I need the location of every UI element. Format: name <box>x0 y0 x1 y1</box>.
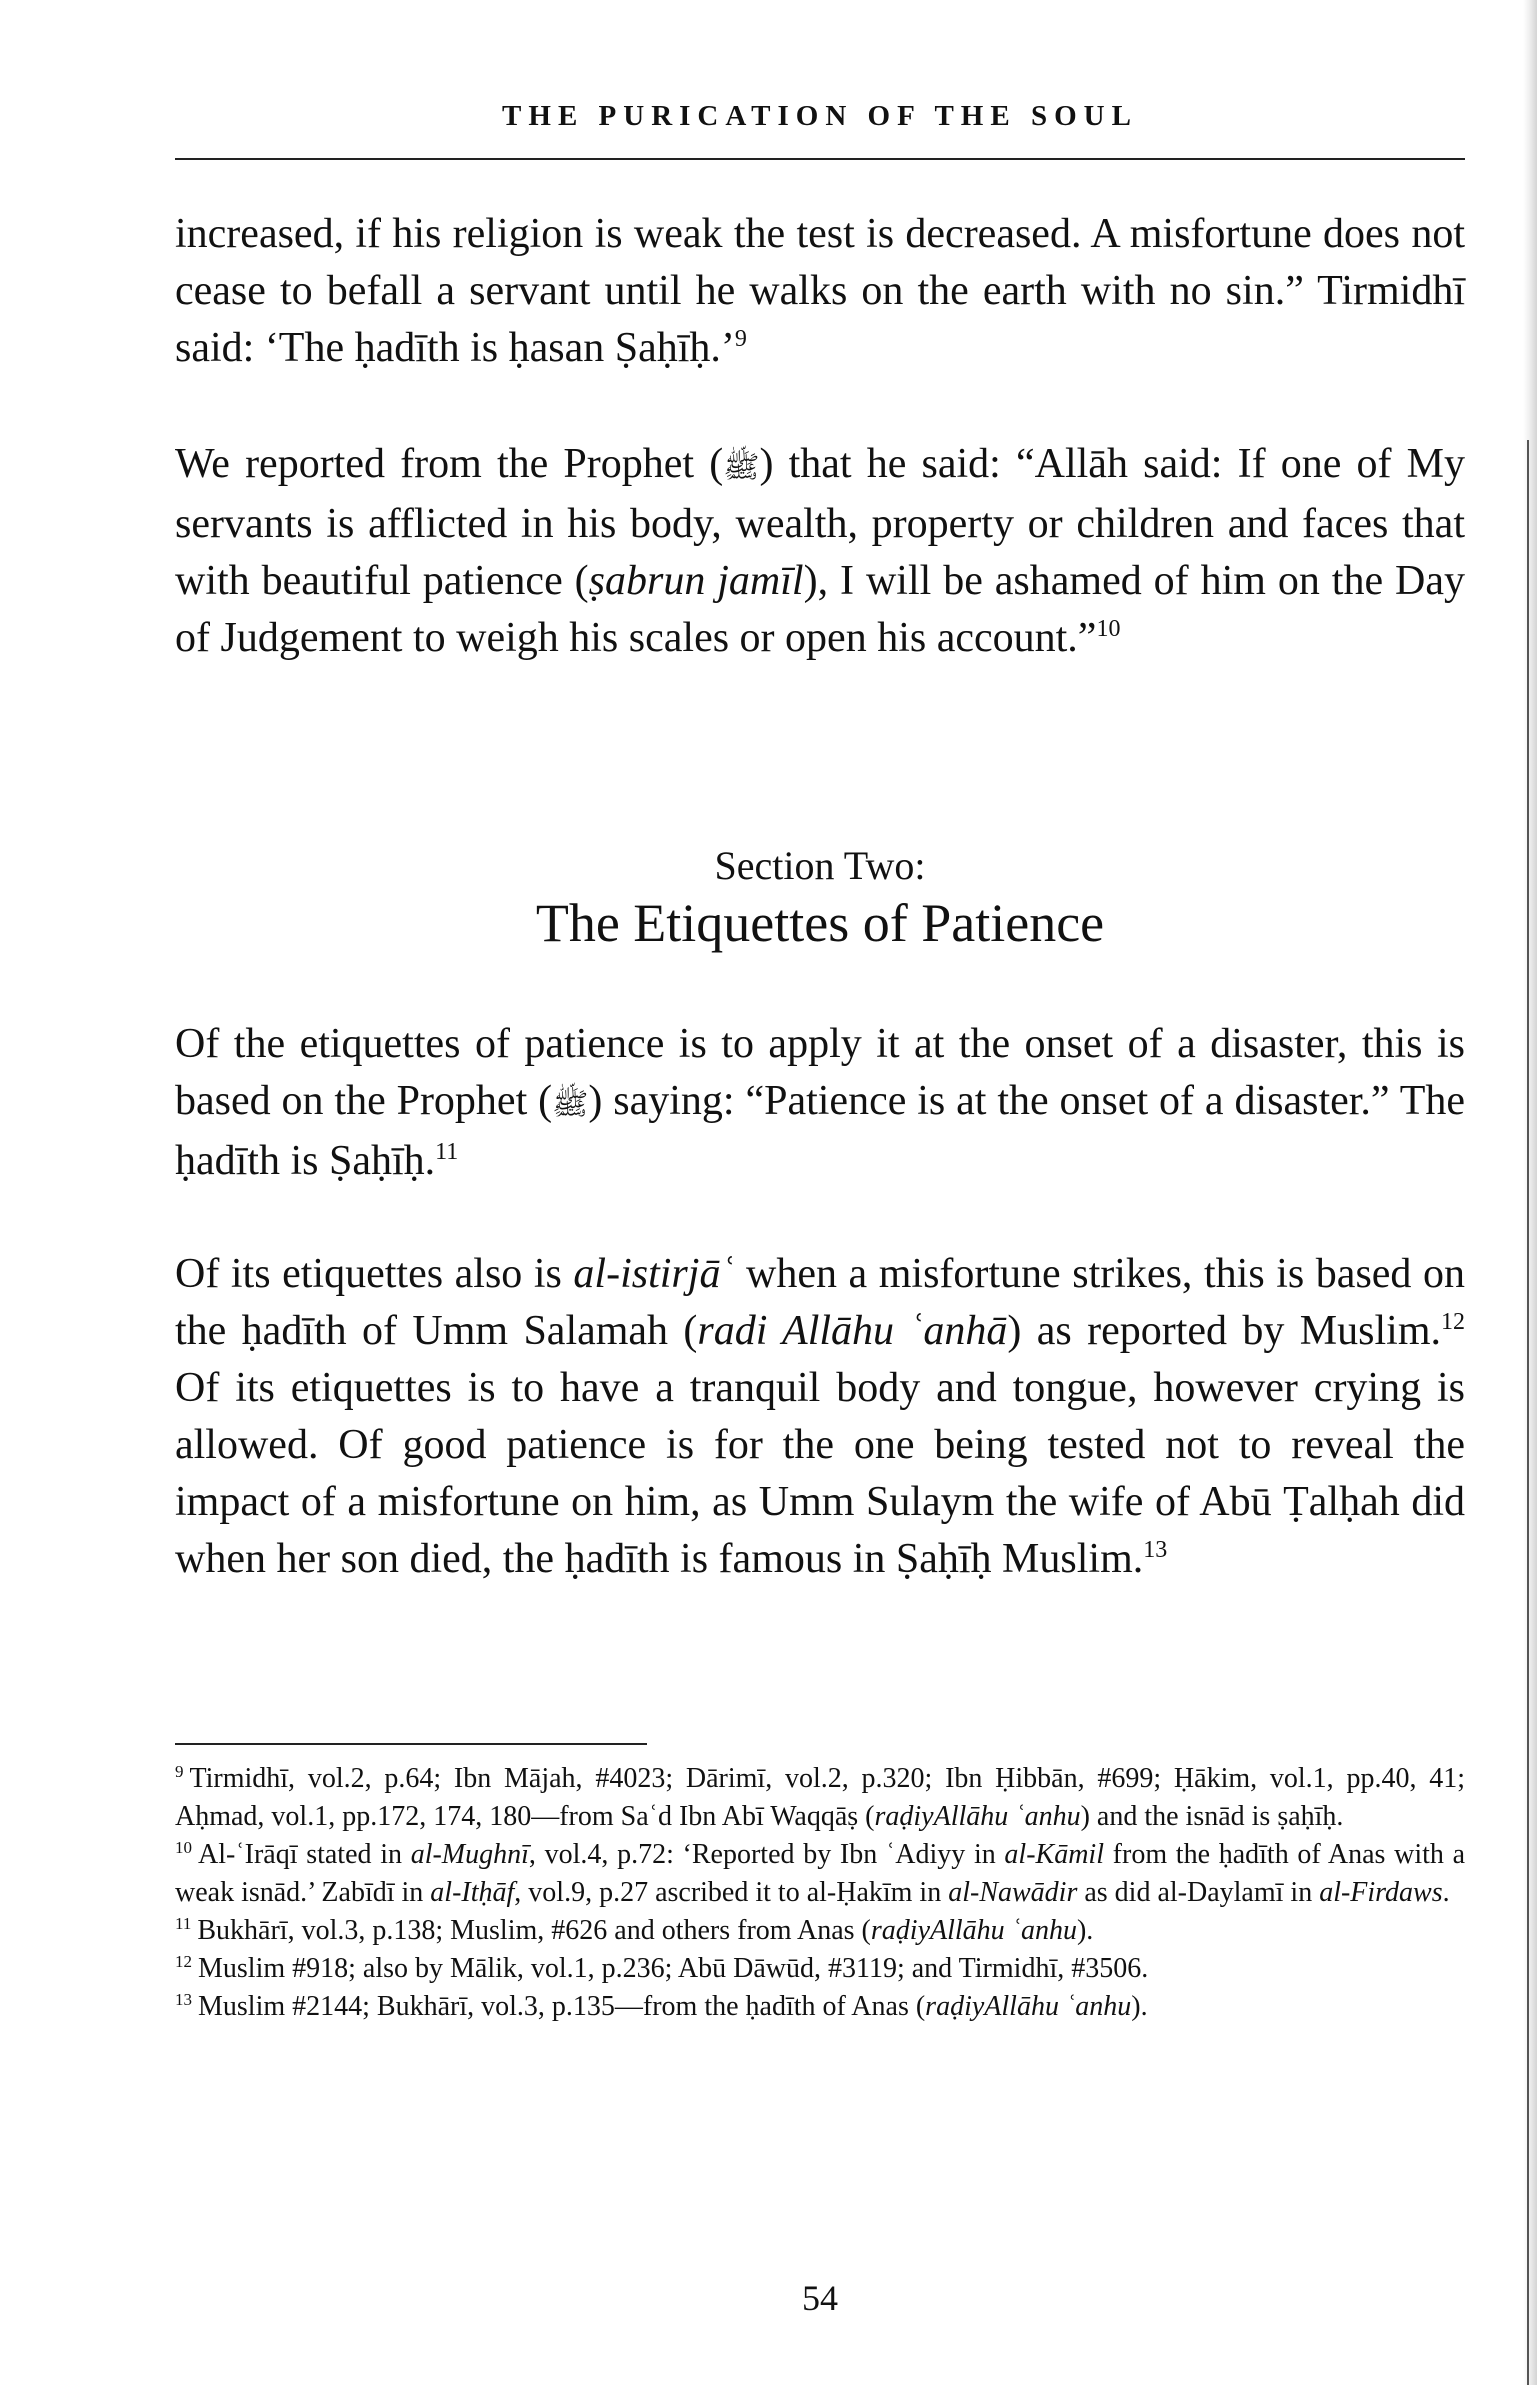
footnote-rule <box>175 1743 647 1745</box>
salutation-glyph: ﷺ <box>723 451 760 484</box>
paragraph-4 <box>175 1246 1465 1588</box>
footnote-number: 12 <box>175 1951 192 1971</box>
paragraph-3 <box>175 1016 1465 1190</box>
footnote-text: Tirmidhī, vol.2, p.64; Ibn Mājah, #4023; Dārimī, vol.2, p.320; Ibn Ḥibbān, #699; Ḥākim, vol.1, pp.40, 41; Aḥmad, vol.1, pp.172, 174, 180—from Saʿd Ibn Abī Waqqāṣ ( <box>175 1763 1465 1832</box>
paragraph-4-text-a: Of its etiquettes also is <box>175 1251 574 1297</box>
binding-edge-line <box>1527 440 1529 2385</box>
footnote-10 <box>175 1836 1465 1912</box>
footnote-italic: raḍiyAllāhu ʿanhu <box>870 1915 1077 1946</box>
section-title: The Etiquettes of Patience <box>535 893 1105 953</box>
paragraph-2-italic: ṣabrun jamīl <box>588 558 804 604</box>
running-head: THE PURICATION OF THE SOUL <box>502 100 1138 132</box>
paragraph-4-text-c: ) as reported by Muslim. <box>1007 1308 1441 1354</box>
paragraph-2-text-a: We reported from the Prophet ( <box>175 441 724 487</box>
footnote-number: 9 <box>175 1761 184 1781</box>
footnote-13 <box>175 1988 1465 2026</box>
footnote-text: from the ḥadīth of Anas with a weak isnād.’ Zabīdī in <box>175 1839 1466 1908</box>
footnote-text: Muslim #918; also by Mālik, vol.1, p.236; Abū Dāwūd, #3119; and Tirmidhī, #3506. <box>198 1953 1149 1984</box>
page-number: 54 <box>802 2278 838 2318</box>
footnote-ref-10[interactable]: 10 <box>1096 616 1121 642</box>
footnote-text: Muslim #2144; Bukhārī, vol.3, p.135—from the ḥadīth of Anas ( <box>198 1991 926 2022</box>
paragraph-1-text: increased, if his religion is weak the test is decreased. A misfortune does not cease to befall a servant until he walks on the earth with no sin.” Tirmidhī said: ‘The ḥadīth is ḥasan Ṣaḥīḥ.’ <box>175 211 1465 371</box>
footnote-italic: raḍiyAllāhu ʿanhu <box>925 1991 1132 2022</box>
paragraph-3-text-b: ) saying: “Patience is at the onset of a disaster.” The ḥadīth is Ṣaḥīḥ. <box>175 1078 1465 1184</box>
paragraph-4-italic-b: radi Allāhu ʿanhā <box>697 1308 1008 1354</box>
salutation-glyph: ﷺ <box>552 1088 589 1121</box>
footnote-italic: al-Firdaws <box>1319 1877 1443 1908</box>
page-edge-shadow <box>1523 0 1537 2385</box>
footnote-12 <box>175 1950 1465 1988</box>
footnote-italic: al-Itḥāf <box>430 1877 515 1908</box>
footnote-text: ) and the isnād is ṣaḥīḥ. <box>1080 1801 1344 1832</box>
footnote-italic: raḍiyAllāhu ʿanhu <box>874 1801 1081 1832</box>
paragraph-4-italic-a: al-istirjāʿ <box>573 1251 735 1297</box>
footnote-11 <box>175 1912 1465 1950</box>
footnote-text: Bukhārī, vol.3, p.138; Muslim, #626 and others from Anas ( <box>197 1915 871 1946</box>
paragraph-2-text-b: ) that he said: “Allāh said: If one of My servants is afflicted in his body, wealth, property or children and faces that with beautiful patience ( <box>175 441 1465 604</box>
footnote-text: Al-ʿIrāqī stated in <box>198 1839 411 1870</box>
footnote-number: 13 <box>175 1989 192 2009</box>
footnote-italic: al-Kāmil <box>1004 1839 1104 1870</box>
footnote-9 <box>175 1760 1465 1836</box>
footnote-text: . <box>1442 1877 1450 1908</box>
footnote-text: ). <box>1131 1991 1148 2022</box>
footnote-ref-12[interactable]: 12 <box>1441 1309 1465 1335</box>
footnote-text: , vol.4, p.72: ‘Reported by Ibn ʿAdiyy in <box>528 1839 1005 1870</box>
footnote-number: 11 <box>175 1913 192 1933</box>
header-rule <box>175 158 1465 160</box>
footnote-ref-11[interactable]: 11 <box>435 1139 459 1165</box>
section-label: Section Two: <box>714 843 926 888</box>
paragraph-1 <box>175 206 1465 377</box>
paragraph-4-text-d: Of its etiquettes is to have a tranquil body and tongue, however crying is allowed. Of good patience is for the one being tested not to reveal the impact of a misfortune on him, as Umm Sulaym the wife of Abū Ṭalḥah did when her son died, the ḥadīth is famous in Ṣaḥīḥ Muslim. <box>175 1365 1465 1582</box>
footnote-ref-9[interactable]: 9 <box>734 326 747 352</box>
footnote-number: 10 <box>175 1837 192 1857</box>
paragraph-3-text-a: Of the etiquettes of patience is to apply it at the onset of a disaster, this is based on the Prophet ( <box>175 1021 1465 1124</box>
footnotes <box>175 1760 1465 2026</box>
footnote-ref-13[interactable]: 13 <box>1143 1537 1168 1563</box>
footnote-text: , vol.9, p.27 ascribed it to al-Ḥakīm in <box>514 1877 949 1908</box>
paragraph-2 <box>175 436 1465 667</box>
footnote-italic: al-Mughnī <box>410 1839 529 1870</box>
paragraph-4-text-b: when a misfortune strikes, this is based on the ḥadīth of Umm Salamah ( <box>175 1251 1465 1354</box>
footnote-text: as did al-Daylamī in <box>1077 1877 1320 1908</box>
footnote-italic: al-Nawādir <box>948 1877 1078 1908</box>
paragraph-2-text-c: ), I will be ashamed of him on the Day of Judgement to weigh his scales or open his account.” <box>175 558 1466 661</box>
footnote-text: ). <box>1076 1915 1094 1946</box>
